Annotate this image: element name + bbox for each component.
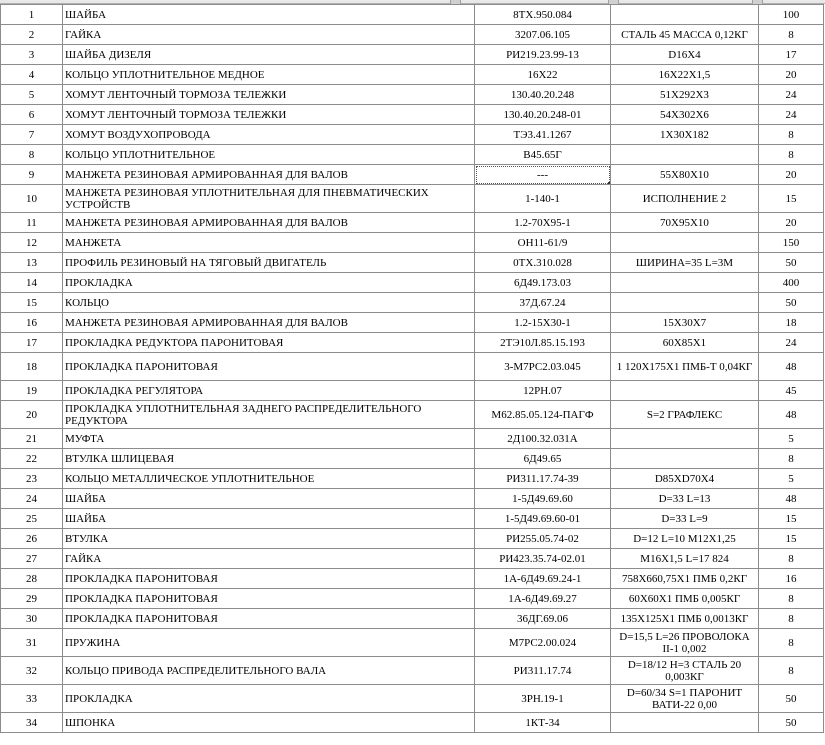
cell-code[interactable]: РИ255.05.74-02 [475,529,611,549]
cell-spec[interactable] [611,381,759,401]
table-row [1,657,824,685]
cell-spec[interactable]: ИСПОЛНЕНИЕ 2 [611,185,759,213]
table-row [1,469,824,489]
cell-qty[interactable]: 17 [759,45,824,65]
cell-num[interactable]: 5 [1,85,63,105]
table-row [1,25,824,45]
cell-name[interactable]: ХОМУТ ВОЗДУХОПРОВОДА [63,125,475,145]
cell-spec[interactable]: D=12 L=10 M12X1,25 [611,529,759,549]
cell-spec[interactable]: 135X125X1 ПМБ 0,0013КГ [611,609,759,629]
table-row [1,713,824,733]
table-row [1,185,824,213]
cell-code[interactable]: 1.2-15X30-1 [475,313,611,333]
cell-spec[interactable]: S=2 ГРАФЛЕКС [611,401,759,429]
cell-num[interactable]: 4 [1,65,63,85]
cell-spec[interactable] [611,449,759,469]
cell-qty[interactable]: 8 [759,657,824,685]
cell-code[interactable]: 3207.06.105 [475,25,611,45]
table-row [1,489,824,509]
cell-qty[interactable]: 50 [759,685,824,713]
cell-name[interactable]: ВТУЛКА ШЛИЦЕВАЯ [63,449,475,469]
cell-name[interactable]: КОЛЬЦО [63,293,475,313]
cell-name[interactable]: ГАЙКА [63,25,475,45]
cell-code[interactable]: РИ311.17.74-39 [475,469,611,489]
cell-qty[interactable]: 15 [759,529,824,549]
cell-name[interactable]: МАНЖЕТА РЕЗИНОВАЯ УПЛОТНИТЕЛЬНАЯ ДЛЯ ПНЕВМАТИЧЕСКИХ УСТРОЙСТВ [63,185,475,213]
cell-num[interactable]: 34 [1,713,63,733]
cell-code[interactable]: 0ТХ.310.028 [475,253,611,273]
table-row [1,353,824,381]
cell-code[interactable]: РИ219.23.99-13 [475,45,611,65]
cell-num[interactable]: 24 [1,489,63,509]
cell-num[interactable]: 22 [1,449,63,469]
cell-name[interactable]: ПРОКЛАДКА РЕДУКТОРА ПАРОНИТОВАЯ [63,333,475,353]
table-row [1,65,824,85]
cell-code[interactable]: М62.85.05.124-ПАГФ [475,401,611,429]
table-row [1,609,824,629]
cell-code[interactable]: 16X22 [475,65,611,85]
table-row [1,629,824,657]
cell-qty[interactable]: 8 [759,145,824,165]
cell-name[interactable]: МАНЖЕТА [63,233,475,253]
table-row [1,333,824,353]
table-row [1,429,824,449]
cell-qty[interactable]: 15 [759,185,824,213]
cell-name[interactable]: ХОМУТ ЛЕНТОЧНЫЙ ТОРМОЗА ТЕЛЕЖКИ [63,105,475,125]
cell-qty[interactable]: 50 [759,253,824,273]
cell-name[interactable]: МУФТА [63,429,475,449]
table-row [1,589,824,609]
cell-code[interactable]: М7РС2.00.024 [475,629,611,657]
cell-num[interactable]: 2 [1,25,63,45]
cell-name[interactable]: КОЛЬЦО УПЛОТНИТЕЛЬНОЕ МЕДНОЕ [63,65,475,85]
cell-qty[interactable]: 48 [759,489,824,509]
cell-qty[interactable]: 8 [759,549,824,569]
table-row [1,105,824,125]
cell-qty[interactable]: 8 [759,629,824,657]
table-row [1,401,824,429]
cell-qty[interactable]: 15 [759,509,824,529]
cell-qty[interactable]: 50 [759,713,824,733]
cell-name[interactable]: ВТУЛКА [63,529,475,549]
cell-code[interactable]: 2Д100.32.031А [475,429,611,449]
cell-spec[interactable] [611,273,759,293]
table-row [1,85,824,105]
cell-name[interactable]: ШПОНКА [63,713,475,733]
cell-code[interactable]: 37Д.67.24 [475,293,611,313]
cell-qty[interactable]: 20 [759,65,824,85]
table-row [1,253,824,273]
cell-code[interactable]: 1-5Д49.69.60 [475,489,611,509]
cell-num[interactable]: 20 [1,401,63,429]
cell-code[interactable]: РИ423.35.74-02.01 [475,549,611,569]
table-row [1,125,824,145]
cell-num[interactable]: 10 [1,185,63,213]
cell-qty[interactable]: 8 [759,589,824,609]
cell-name[interactable]: ПРОКЛАДКА ПАРОНИТОВАЯ [63,589,475,609]
cell-spec[interactable]: 1 120X175X1 ПМБ-Т 0,04КГ [611,353,759,381]
cell-num[interactable]: 28 [1,569,63,589]
cell-spec[interactable]: D16X4 [611,45,759,65]
table-row [1,313,824,333]
cell-code[interactable]: 1-140-1 [475,185,611,213]
cell-spec[interactable]: СТАЛЬ 45 МАССА 0,12КГ [611,25,759,45]
cell-name[interactable]: МАНЖЕТА РЕЗИНОВАЯ АРМИРОВАННАЯ ДЛЯ ВАЛОВ [63,165,475,185]
cell-code[interactable]: 36ДГ.69.06 [475,609,611,629]
cell-code[interactable]: 6Д49.173.03 [475,273,611,293]
table-row [1,509,824,529]
cell-code[interactable]: 1-5Д49.69.60-01 [475,509,611,529]
cell-spec[interactable]: 1X30X182 [611,125,759,145]
cell-spec[interactable] [611,5,759,25]
cell-name[interactable]: КОЛЬЦО УПЛОТНИТЕЛЬНОЕ [63,145,475,165]
cell-name[interactable]: ПРОКЛАДКА УПЛОТНИТЕЛЬНАЯ ЗАДНЕГО РАСПРЕДЕЛИТЕЛЬНОГО РЕДУКТОРА [63,401,475,429]
table-row [1,145,824,165]
cell-num[interactable]: 1 [1,5,63,25]
cell-num[interactable]: 13 [1,253,63,273]
cell-num[interactable]: 19 [1,381,63,401]
cell-num[interactable]: 15 [1,293,63,313]
cell-name[interactable]: ПРОКЛАДКА РЕГУЛЯТОРА [63,381,475,401]
cell-name[interactable]: ПРОКЛАДКА [63,685,475,713]
cell-num[interactable]: 18 [1,353,63,381]
cell-name[interactable]: ШАЙБА [63,489,475,509]
cell-spec[interactable] [611,713,759,733]
cell-name[interactable]: ХОМУТ ЛЕНТОЧНЫЙ ТОРМОЗА ТЕЛЕЖКИ [63,85,475,105]
cell-qty[interactable]: 16 [759,569,824,589]
cell-spec[interactable]: ШИРИНА=35 L=3М [611,253,759,273]
cell-qty[interactable]: 150 [759,233,824,253]
cell-spec[interactable]: 60X60X1 ПМБ 0,005КГ [611,589,759,609]
cell-num[interactable]: 25 [1,509,63,529]
cell-name[interactable]: ПРОФИЛЬ РЕЗИНОВЫЙ НА ТЯГОВЫЙ ДВИГАТЕЛЬ [63,253,475,273]
cell-spec[interactable]: 60X85X1 [611,333,759,353]
cell-num[interactable]: 33 [1,685,63,713]
cell-spec[interactable] [611,429,759,449]
cell-code[interactable]: 1А-6Д49.69.24-1 [475,569,611,589]
cell-num[interactable]: 17 [1,333,63,353]
cell-name[interactable]: КОЛЬЦО ПРИВОДА РАСПРЕДЕЛИТЕЛЬНОГО ВАЛА [63,657,475,685]
cell-code[interactable]: 8ТХ.950.084 [475,5,611,25]
cell-num[interactable]: 3 [1,45,63,65]
cell-qty[interactable]: 400 [759,273,824,293]
cell-code[interactable]: 130.40.20.248 [475,85,611,105]
cell-spec[interactable]: D=18/12 H=3 СТАЛЬ 20 0,003КГ [611,657,759,685]
cell-name[interactable]: ШАЙБА [63,509,475,529]
cell-code[interactable]: РИ311.17.74 [475,657,611,685]
cell-spec[interactable]: 55X80X10 [611,165,759,185]
cell-qty[interactable]: 24 [759,105,824,125]
cell-num[interactable]: 26 [1,529,63,549]
cell-name[interactable]: КОЛЬЦО МЕТАЛЛИЧЕСКОЕ УПЛОТНИТЕЛЬНОЕ [63,469,475,489]
cell-num[interactable]: 16 [1,313,63,333]
cell-code[interactable]: 1КТ-34 [475,713,611,733]
cell-spec[interactable] [611,293,759,313]
cell-qty[interactable]: 8 [759,125,824,145]
cell-num[interactable]: 12 [1,233,63,253]
cell-code[interactable]: --- [475,165,611,185]
cell-code[interactable]: 6Д49.65 [475,449,611,469]
cell-code[interactable]: 1.2-70X95-1 [475,213,611,233]
cell-qty[interactable]: 5 [759,469,824,489]
cell-name[interactable]: ПРОКЛАДКА ПАРОНИТОВАЯ [63,353,475,381]
cell-spec[interactable]: 15X30X7 [611,313,759,333]
table-row [1,233,824,253]
cell-qty[interactable]: 50 [759,293,824,313]
cell-spec[interactable] [611,145,759,165]
cell-name[interactable]: МАНЖЕТА РЕЗИНОВАЯ АРМИРОВАННАЯ ДЛЯ ВАЛОВ [63,313,475,333]
cell-name[interactable]: ПРУЖИНА [63,629,475,657]
cell-qty[interactable]: 24 [759,333,824,353]
table-row [1,213,824,233]
table-row [1,449,824,469]
cell-qty[interactable]: 8 [759,25,824,45]
cell-qty[interactable]: 8 [759,609,824,629]
table-row [1,529,824,549]
cell-spec[interactable]: D=33 L=13 [611,489,759,509]
cell-name[interactable]: ПРОКЛАДКА ПАРОНИТОВАЯ [63,569,475,589]
cell-num[interactable]: 29 [1,589,63,609]
cell-code[interactable]: 3-М7РС2.03.045 [475,353,611,381]
table-row [1,685,824,713]
cell-qty[interactable]: 100 [759,5,824,25]
cell-num[interactable]: 21 [1,429,63,449]
cell-qty[interactable]: 48 [759,401,824,429]
cell-spec[interactable]: 51X292X3 [611,85,759,105]
table-row [1,549,824,569]
spreadsheet-table [0,4,824,733]
cell-code[interactable]: ТЭ3.41.1267 [475,125,611,145]
table-row [1,165,824,185]
cell-spec[interactable]: M16X1,5 L=17 824 [611,549,759,569]
cell-spec[interactable]: D85XD70X4 [611,469,759,489]
cell-code[interactable]: 2ТЭ10Л.85.15.193 [475,333,611,353]
cell-code[interactable]: 12РН.07 [475,381,611,401]
cell-name[interactable]: ПРОКЛАДКА ПАРОНИТОВАЯ [63,609,475,629]
cell-spec[interactable]: D=33 L=9 [611,509,759,529]
cell-spec[interactable]: 16X22X1,5 [611,65,759,85]
cell-name[interactable]: ПРОКЛАДКА [63,273,475,293]
cell-num[interactable]: 31 [1,629,63,657]
cell-code[interactable]: 3РН.19-1 [475,685,611,713]
table-row [1,569,824,589]
cell-spec[interactable]: D=60/34 S=1 ПАРОНИТ ВАТИ-22 0,00 [611,685,759,713]
cell-qty[interactable]: 48 [759,353,824,381]
cell-qty[interactable]: 45 [759,381,824,401]
cell-code[interactable]: ОН11-61/9 [475,233,611,253]
cell-qty[interactable]: 18 [759,313,824,333]
cell-code[interactable]: 1А-6Д49.69.27 [475,589,611,609]
cell-qty[interactable]: 24 [759,85,824,105]
cell-num[interactable]: 7 [1,125,63,145]
cell-num[interactable]: 23 [1,469,63,489]
table-row [1,293,824,313]
cell-spec[interactable]: D=15,5 L=26 ПРОВОЛОКА II-1 0,002 [611,629,759,657]
cell-spec[interactable] [611,233,759,253]
cell-qty[interactable]: 20 [759,213,824,233]
cell-qty[interactable]: 20 [759,165,824,185]
cell-num[interactable]: 14 [1,273,63,293]
cell-num[interactable]: 9 [1,165,63,185]
cell-name[interactable]: ШАЙБА ДИЗЕЛЯ [63,45,475,65]
fill-handle[interactable] [608,182,611,185]
cell-num[interactable]: 30 [1,609,63,629]
cell-name[interactable]: ШАЙБА [63,5,475,25]
cell-num[interactable]: 27 [1,549,63,569]
cell-qty[interactable]: 8 [759,449,824,469]
cell-num[interactable]: 6 [1,105,63,125]
cell-spec[interactable]: 758X660,75X1 ПМБ 0,2КГ [611,569,759,589]
cell-qty[interactable]: 5 [759,429,824,449]
cell-num[interactable]: 32 [1,657,63,685]
cell-num[interactable]: 11 [1,213,63,233]
table-row [1,273,824,293]
table-row [1,45,824,65]
cell-spec[interactable]: 54X302X6 [611,105,759,125]
cell-name[interactable]: ГАЙКА [63,549,475,569]
table-row [1,5,824,25]
table-row [1,381,824,401]
cell-num[interactable]: 8 [1,145,63,165]
cell-code[interactable]: 130.40.20.248-01 [475,105,611,125]
cell-code[interactable]: В45.65Г [475,145,611,165]
cell-spec[interactable]: 70X95X10 [611,213,759,233]
cell-name[interactable]: МАНЖЕТА РЕЗИНОВАЯ АРМИРОВАННАЯ ДЛЯ ВАЛОВ [63,213,475,233]
